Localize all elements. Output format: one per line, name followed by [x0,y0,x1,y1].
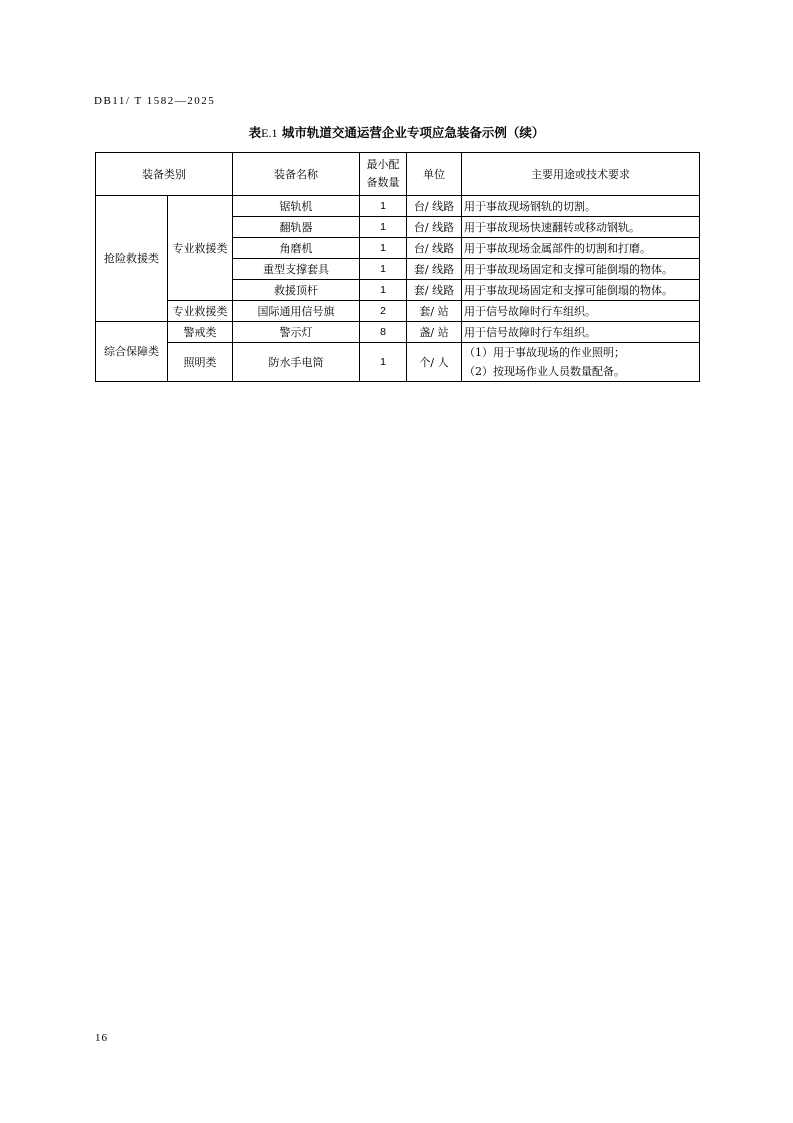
purpose: 用于信号故障时行车组织。 [462,301,700,322]
table-header-row [96,153,700,196]
min-qty: 1 [360,259,407,280]
unit: 个/ 人 [407,343,462,382]
purpose: 用于信号故障时行车组织。 [462,322,700,343]
category-cell: 抢险救援类 [96,196,168,322]
min-qty: 1 [360,280,407,301]
unit: 套/ 线路 [407,280,462,301]
min-qty: 8 [360,322,407,343]
unit: 台/ 线路 [407,217,462,238]
purpose: 用于事故现场固定和支撑可能倒塌的物体。 [462,259,700,280]
equipment-name: 翻轨器 [233,217,360,238]
equipment-name: 警示灯 [233,322,360,343]
equipment-name: 防水手电筒 [233,343,360,382]
table-row [96,343,700,382]
equipment-name: 角磨机 [233,238,360,259]
unit: 盏/ 站 [407,322,462,343]
subcategory-cell: 照明类 [168,343,233,382]
subcategory-cell: 专业救援类 [168,301,233,322]
subcategory-cell: 警戒类 [168,322,233,343]
document-code: DB11/ T 1582—2025 [94,95,216,107]
table-row [96,301,700,322]
subcategory-cell: 专业救援类 [168,196,233,301]
unit: 套/ 站 [407,301,462,322]
purpose: 用于事故现场固定和支撑可能倒塌的物体。 [462,280,700,301]
header-category: 装备类别 [96,153,233,196]
equipment-name: 重型支撑套具 [233,259,360,280]
table-title [95,123,698,141]
table-title-number: E.1 [261,126,278,140]
min-qty: 1 [360,217,407,238]
purpose: 用于事故现场快速翻转或移动钢轨。 [462,217,700,238]
header-min-qty-label: 最小配备数量 [366,158,400,189]
category-cell: 综合保障类 [96,322,168,382]
unit: 套/ 线路 [407,259,462,280]
equipment-name: 救援顶杆 [233,280,360,301]
purpose: 用于事故现场金属部件的切割和打磨。 [462,238,700,259]
equipment-name: 锯轨机 [233,196,360,217]
unit: 台/ 线路 [407,238,462,259]
min-qty: 1 [360,238,407,259]
min-qty: 1 [360,343,407,382]
min-qty: 1 [360,196,407,217]
table-row [96,196,700,217]
table-row [96,322,700,343]
header-purpose: 主要用途或技术要求 [462,153,700,196]
page-number: 16 [95,1032,108,1044]
unit: 台/ 线路 [407,196,462,217]
table-title-text: 城市轨道交通运营企业专项应急装备示例（续） [277,125,545,140]
header-min-qty [360,153,407,196]
equipment-table [95,152,700,382]
min-qty: 2 [360,301,407,322]
equipment-name: 国际通用信号旗 [233,301,360,322]
header-name: 装备名称 [233,153,360,196]
purpose-line: （1）用于事故现场的作业照明； [464,346,625,359]
purpose [462,343,700,382]
table-title-prefix: 表 [248,125,262,140]
purpose: 用于事故现场钢轨的切割。 [462,196,700,217]
purpose-line: （2）按现场作业人员数量配备。 [464,365,625,378]
header-unit: 单位 [407,153,462,196]
